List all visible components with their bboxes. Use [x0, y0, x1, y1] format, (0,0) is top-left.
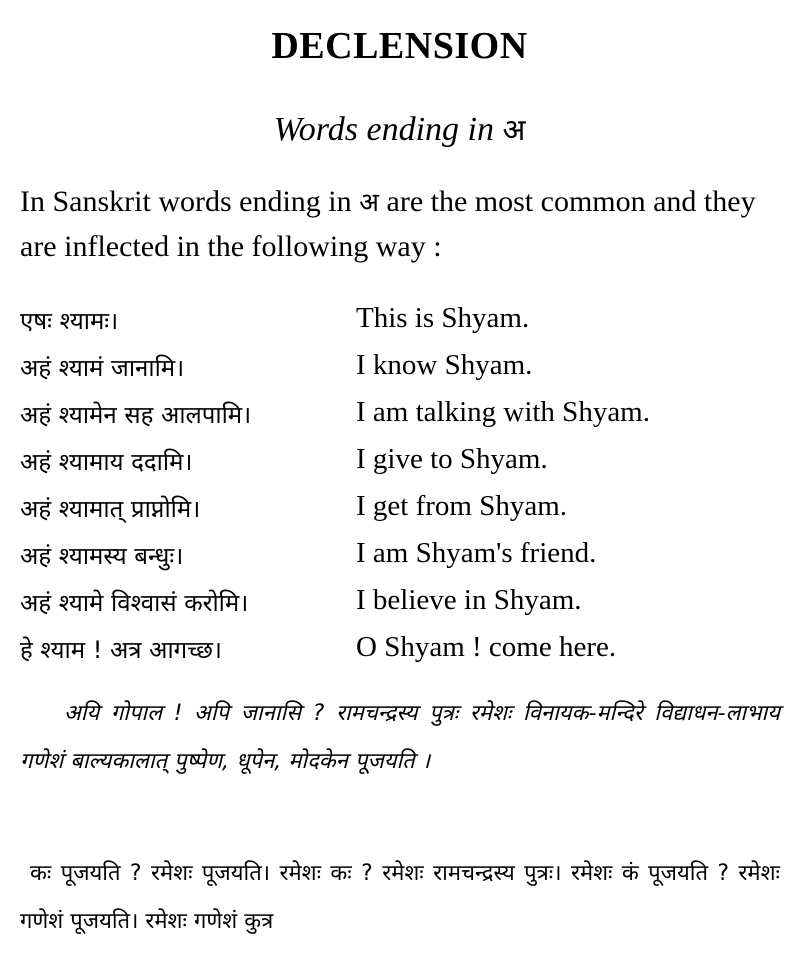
example-row — [20, 582, 780, 629]
example-sanskrit: अहं श्यामस्य बन्धुः। — [20, 542, 184, 570]
example-sanskrit: अहं श्यामाय ददामि। — [20, 448, 193, 476]
example-row — [20, 394, 780, 441]
example-sanskrit: हे श्याम ! अत्र आगच्छ। — [20, 636, 222, 664]
intro-part2: are the most common and they are inflected in the following way : — [20, 185, 756, 263]
intro-paragraph — [20, 180, 780, 269]
story-paragraph: अयि गोपाल ! अपि जानासि ? रामचन्द्रस्य पुत्रः रमेशः विनायक-मन्दिरे विद्याधन-लाभाय गणेशं बाल्यकालात् पुष्पेण, धूपेन, मोदकेन पूजयति । — [20, 701, 780, 774]
example-row — [20, 488, 780, 535]
example-sanskrit: अहं श्यामात् प्राप्नोमि। — [20, 495, 201, 523]
example-english: I am Shyam's friend. — [356, 537, 597, 569]
example-row — [20, 629, 780, 676]
example-sanskrit: अहं श्यामे विश्वासं करोमि। — [20, 589, 249, 617]
example-sanskrit: अहं श्यामेन सह आलपामि। — [20, 401, 252, 429]
example-english: I give to Shyam. — [356, 443, 548, 475]
example-row — [20, 441, 780, 488]
section-subtitle — [0, 108, 799, 149]
example-english: I know Shyam. — [356, 349, 533, 381]
example-english: I am talking with Shyam. — [356, 396, 650, 428]
example-english: I believe in Shyam. — [356, 584, 582, 616]
example-english: This is Shyam. — [356, 302, 530, 334]
example-english: I get from Shyam. — [356, 490, 568, 522]
subtitle-devanagari: अ — [502, 113, 526, 148]
question-paragraph: कः पूजयति ? रमेशः पूजयति। रमेशः कः ? रमेशः रामचन्द्रस्य पुत्रः। रमेशः कं पूजयति ? रमेशः गणेशं पूजयति। रमेशः गणेशं कुत्र — [20, 861, 780, 934]
example-sanskrit: एषः श्यामः। — [20, 307, 119, 335]
example-sanskrit: अहं श्यामं जानामि। — [20, 354, 185, 382]
page-title: DECLENSION — [271, 25, 528, 67]
example-english: O Shyam ! come here. — [356, 631, 617, 663]
examples-list — [20, 300, 780, 676]
intro-part1: In Sanskrit words ending in — [20, 185, 352, 218]
subtitle-text: Words ending in — [273, 111, 494, 148]
example-row — [20, 300, 780, 347]
example-row — [20, 535, 780, 582]
intro-devanagari: अ — [359, 188, 380, 218]
example-row — [20, 347, 780, 394]
